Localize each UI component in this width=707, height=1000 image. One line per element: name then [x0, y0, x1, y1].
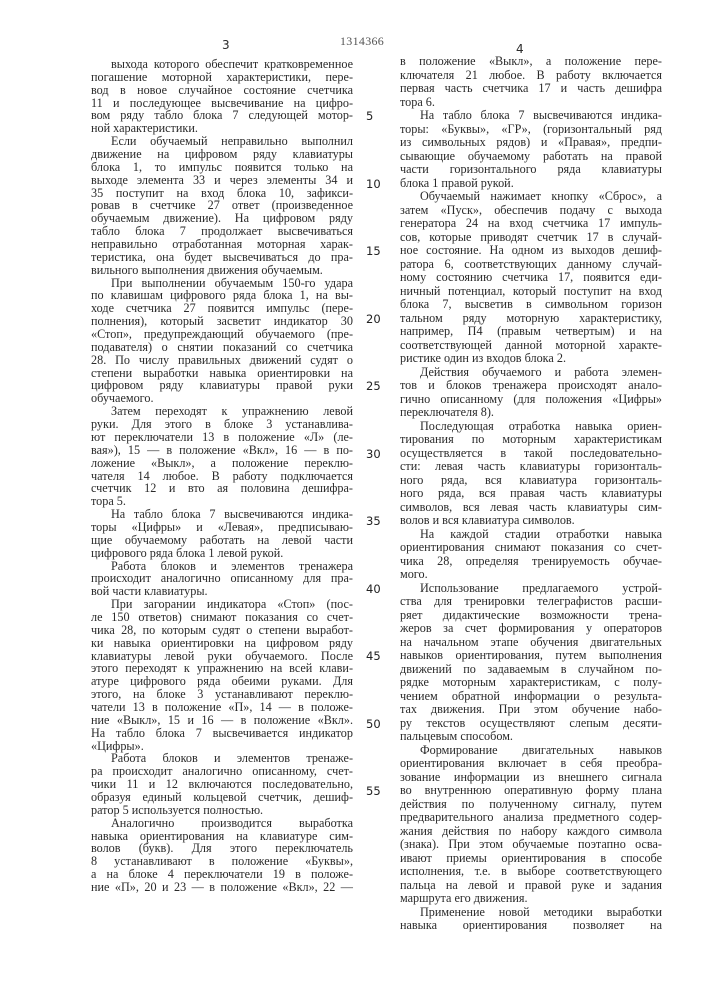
text-line: Работа блоков и элементов тренажера — [91, 560, 353, 573]
text-line: ной характеристики. — [91, 122, 353, 135]
paragraph — [91, 277, 353, 406]
paragraph — [91, 135, 353, 276]
text-line: генератора 24 на вход счетчика 17 импуль- — [400, 217, 662, 231]
text-line: Если обучаемый неправильно выполнил — [91, 135, 353, 148]
text-line: жеров за счет формирования у операторов — [400, 622, 662, 636]
text-line: сывающие обучаемому работать на правой — [400, 150, 662, 164]
text-line: Обучаемый нажимает кнопку «Сброс», а — [400, 190, 662, 204]
line-number: 10 — [366, 177, 381, 191]
text-line: торы: «Буквы», «ГР», (горизонтальный ряд — [400, 123, 662, 137]
text-line: атуре цифрового ряда обеими руками. Для — [91, 675, 353, 688]
text-line: блока 1 правой рукой. — [400, 177, 662, 191]
paragraph — [91, 560, 353, 599]
text-line: затем «Пуск», обеспечив подачу с выхода — [400, 204, 662, 218]
text-line: чателя 14 любое. В работу подключается — [91, 470, 353, 483]
text-line: вая»), 15 — в положение «Вкл», 16 — в по- — [91, 444, 353, 457]
text-line: а на блоке 4 переключатели 19 в положе- — [91, 868, 353, 881]
line-number: 5 — [366, 109, 373, 123]
paragraph — [400, 190, 662, 366]
text-line: гично описанному (для положения «Цифры» — [400, 393, 662, 407]
text-line: На каждой стадии отработки навыка — [400, 528, 662, 542]
text-line: торы «Цифры» и «Левая», предписываю- — [91, 521, 353, 534]
text-line: зование информации из внешнего сигнала — [400, 771, 662, 785]
page-number-left: 3 — [222, 38, 230, 52]
paragraph — [400, 906, 662, 933]
paragraph — [91, 752, 353, 816]
text-line: вод в новое случайное состояние счетчика — [91, 84, 353, 97]
text-line: жания действия по набору каждого символа — [400, 825, 662, 839]
text-line: клавиатуры левой руки обучаемого. После — [91, 650, 353, 663]
text-line: Использование предлагаемого устрой- — [400, 582, 662, 596]
text-line: ние «Выкл», 15 и 16 — в положение «Вкл». — [91, 714, 353, 727]
text-line: степени выработки навыка ориентировки на — [91, 367, 353, 380]
text-line: ориентирования снимают показания со счет- — [400, 541, 662, 555]
text-line: из символьных рядов) и «Правая», предпи- — [400, 136, 662, 150]
text-line: ряет дидактические возможности трена- — [400, 609, 662, 623]
paragraph — [91, 508, 353, 559]
text-line: исполнения, т.е. в выборе соответствующего — [400, 865, 662, 879]
paragraph — [91, 405, 353, 508]
paragraph — [91, 58, 353, 135]
line-number: 15 — [366, 244, 381, 258]
text-line: чением обратной информации о результа- — [400, 690, 662, 704]
text-line: этого, на блоке 3 устанавливают переклю- — [91, 688, 353, 701]
line-number: 30 — [366, 447, 381, 461]
text-line: части горизонтального ряда клавиатуры — [400, 163, 662, 177]
text-line: тальном ряду моторную характеристику, — [400, 312, 662, 326]
text-line: пальца на левой и правой руке и задания — [400, 879, 662, 893]
text-line: ключателя 21 любое. В работу включается — [400, 69, 662, 83]
line-number: 35 — [366, 514, 381, 528]
text-line: соответствующей данной моторной характе- — [400, 339, 662, 353]
text-column-right — [400, 55, 662, 933]
text-line: тов и блоков тренажера происходят анало- — [400, 379, 662, 393]
text-line: щие обучаемому работать на левой части — [91, 534, 353, 547]
text-line: этого переходят к упражнению на всей клави- — [91, 662, 353, 675]
text-line: Применение новой методики выработки — [400, 906, 662, 920]
text-line: ного ряда, вся правая часть клавиатуры — [400, 487, 662, 501]
text-line: Затем переходят к упражнению левой — [91, 405, 353, 418]
text-line: ничный потенциал, который поступит на вход — [400, 285, 662, 299]
text-line: ки навыка ориентировки на цифровом ряду — [91, 637, 353, 650]
text-line: (знака). При этом обучаемые поэтапно осва- — [400, 838, 662, 852]
text-line: маршрута его движения. — [400, 892, 662, 906]
text-line: на начальном этапе обучения двигательных — [400, 636, 662, 650]
paragraph — [400, 109, 662, 190]
text-line: действия по полученному сигналу, путем — [400, 798, 662, 812]
text-line: чика 28, определяя тренируемость обучае- — [400, 555, 662, 569]
text-line: руки. Для этого в блоке 3 устанавлива- — [91, 418, 353, 431]
paragraph — [400, 420, 662, 528]
text-line: мого. — [400, 568, 662, 582]
paragraph — [91, 817, 353, 894]
text-line: блока 7, высветив в символьном горизон — [400, 298, 662, 312]
text-line: в положение «Выкл», а положение пере- — [400, 55, 662, 69]
paragraph — [400, 55, 662, 109]
paragraph — [91, 598, 353, 752]
text-line: тора 6. — [400, 96, 662, 110]
text-line: счетчик 12 и вто ая половина дешифра- — [91, 482, 353, 495]
text-line: На табло блока 7 высвечиваются индика- — [91, 508, 353, 521]
text-line: навыка ориентирования на клавиатуре сим- — [91, 830, 353, 843]
text-line: обучаемым движение). На цифровом ряду — [91, 212, 353, 225]
text-line: ратор 5 используется полностью. — [91, 804, 353, 817]
text-line: символов, вся левая часть клавиатуры сим- — [400, 501, 662, 515]
text-column-left — [91, 58, 353, 894]
paragraph — [400, 744, 662, 906]
text-line: ного ряда, вся клавиатура горизонталь- — [400, 474, 662, 488]
text-line: волов (букв). Для этого переключатель — [91, 842, 353, 855]
text-line: ному состоянию счетчика 17, появится еди- — [400, 271, 662, 285]
text-line: вой части клавиатуры. — [91, 585, 353, 598]
text-line: блока 1, то импульс появится только на — [91, 161, 353, 174]
text-line: 35 поступит на вход блока 10, зафикси- — [91, 187, 353, 200]
text-line: цифровом ряду клавиатуры правой руки — [91, 379, 353, 392]
text-line: движений по задаваемым в случайном по- — [400, 663, 662, 677]
text-line: выхода которого обеспечит кратковременное — [91, 58, 353, 71]
text-line: предварительного анализа предметного содер- — [400, 811, 662, 825]
text-line: чики 11 и 12 включаются последовательно, — [91, 778, 353, 791]
text-line: вом ряду табло блока 7 следующей мотор- — [91, 109, 353, 122]
text-line: движение на цифровом ряду клавиатуры — [91, 148, 353, 161]
text-line: ра происходит аналогично описанному, счет- — [91, 765, 353, 778]
text-line: навыков ориентирования, путем выполнения — [400, 649, 662, 663]
text-line: Последующая отработка навыка ориен- — [400, 420, 662, 434]
text-line: ложение «Выкл», а положение переклю- — [91, 457, 353, 470]
line-number: 55 — [366, 784, 381, 798]
text-line: 11 и последующее высвечивание на цифро- — [91, 97, 353, 110]
text-line: подавателя) о снятии показаний со счетчика — [91, 341, 353, 354]
text-line: ристике один из входов блока 2. — [400, 352, 662, 366]
text-line: чатели 13 в положение «П», 14 — в положе- — [91, 701, 353, 714]
text-line: во внутреннюю оперативную форму плана — [400, 784, 662, 798]
text-line: полнения), который засветит индикатор 30 — [91, 315, 353, 328]
text-line: На табло блока 7 высвечивается индикатор — [91, 727, 353, 740]
text-line: На табло блока 7 высвечиваются индика- — [400, 109, 662, 123]
paragraph — [400, 366, 662, 420]
text-line: ства для тренировки телеграфистов расши- — [400, 595, 662, 609]
text-line: ле 150 ответов) снимают показания со счет- — [91, 611, 353, 624]
text-line: При выполнении обучаемым 150-го удара — [91, 277, 353, 290]
text-line: неправильно отработанная моторная харак- — [91, 238, 353, 251]
line-number: 40 — [366, 582, 381, 596]
text-line: ру текстов осуществляют слепым десяти- — [400, 717, 662, 731]
text-line: Работа блоков и элементов тренаже- — [91, 752, 353, 765]
text-line: ходе счетчика 27 появится импульс (пере- — [91, 302, 353, 315]
text-line: осуществляется в такой последовательно- — [400, 447, 662, 461]
text-line: тирования по моторным характеристикам — [400, 433, 662, 447]
text-line: чика 28, по которым судят о степени выработ- — [91, 624, 353, 637]
text-line: ровав в счетчике 27 ответ (произведенное — [91, 199, 353, 212]
text-line: происходит аналогично описанному для пра- — [91, 572, 353, 585]
text-line: 8 устанавливают в положение «Буквы», — [91, 855, 353, 868]
text-line: ратора 6, соответствующих данному случай- — [400, 258, 662, 272]
text-line: первая часть счетчика 17 и часть дешифра — [400, 82, 662, 96]
text-line: тах движения. При этом обучение набо- — [400, 703, 662, 717]
text-line: ние «П», 20 и 23 — в положение «Вкл», 22 — — [91, 881, 353, 894]
text-line: сов, которые приводят счетчик 17 в случай- — [400, 231, 662, 245]
text-line: выходе элемента 33 и через элементы 34 и — [91, 174, 353, 187]
text-line: ивают приемы ориентирования в способе — [400, 852, 662, 866]
line-number: 45 — [366, 649, 381, 663]
text-line: погашение моторной характеристики, пере- — [91, 71, 353, 84]
text-line: сти: левая часть клавиатуры горизонталь- — [400, 460, 662, 474]
paragraph — [400, 528, 662, 582]
text-line: 28. По числу правильных движений судят о — [91, 354, 353, 367]
text-line: например, П4 (правым четвертым) и на — [400, 325, 662, 339]
text-line: по клавишам цифрового ряда блока 1, на вы- — [91, 289, 353, 302]
text-line: переключателя 8). — [400, 406, 662, 420]
text-line: пальцевым способом. — [400, 730, 662, 744]
text-line: цифрового ряда блока 1 левой рукой. — [91, 547, 353, 560]
line-number: 20 — [366, 312, 381, 326]
text-line: обучаемого. — [91, 392, 353, 405]
text-line: При загорании индикатора «Стоп» (пос- — [91, 598, 353, 611]
text-line: Действия обучаемого и работа элемен- — [400, 366, 662, 380]
text-line: теристика, она будет высвечиваться до пра- — [91, 251, 353, 264]
text-line: вильного выполнения движения обучаемым. — [91, 264, 353, 277]
paragraph — [400, 582, 662, 744]
text-line: ют переключатели 13 в положение «Л» (ле- — [91, 431, 353, 444]
text-line: образуя единый кольцевой счетчик, дешиф- — [91, 791, 353, 804]
text-line: ное состояние. На одном из выходов дешиф- — [400, 244, 662, 258]
text-line: «Цифры». — [91, 740, 353, 753]
text-line: «Стоп», предупреждающий обучаемого (пре- — [91, 328, 353, 341]
patent-number: 1314366 — [340, 34, 384, 49]
text-line: ориентирования включает в себя преобра- — [400, 757, 662, 771]
text-line: Формирование двигательных навыков — [400, 744, 662, 758]
page-number-right: 4 — [516, 42, 524, 56]
line-number: 50 — [366, 717, 381, 731]
text-line: рядке моторным характеристикам, с полу- — [400, 676, 662, 690]
text-line: навыка ориентирования позволяет на — [400, 919, 662, 933]
text-line: волов и вся клавиатура символов. — [400, 514, 662, 528]
text-line: тора 5. — [91, 495, 353, 508]
text-line: Аналогично производится выработка — [91, 817, 353, 830]
text-line: табло блока 7 продолжает высвечиваться — [91, 225, 353, 238]
line-number: 25 — [366, 379, 381, 393]
